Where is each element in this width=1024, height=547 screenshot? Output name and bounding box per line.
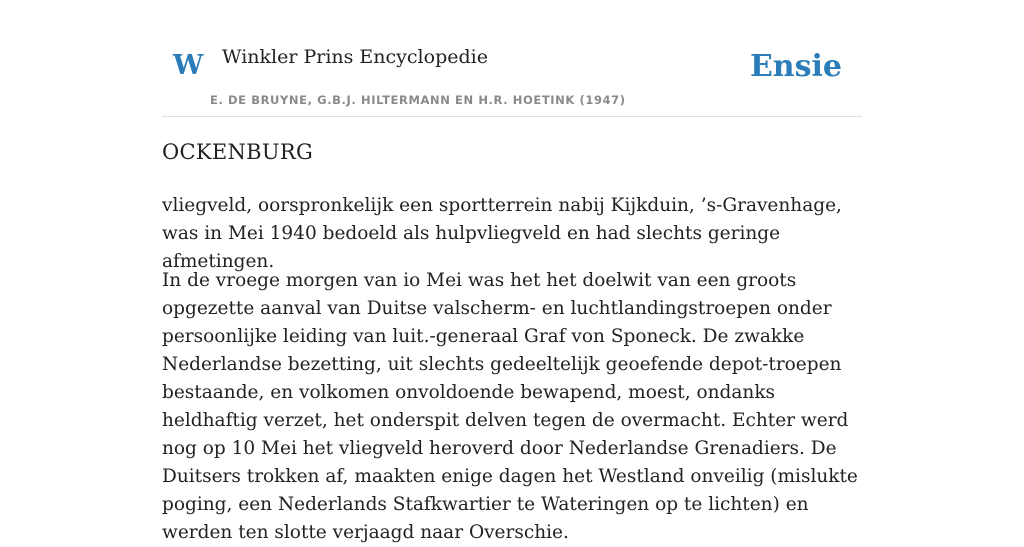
- encyclopedia-logo[interactable]: W: [173, 50, 204, 81]
- entry-paragraph: vliegveld, oorspronkelijk een sportterrein nabij Kijkduin, ’s-Gravenhage, was in Mei 1940 bedoeld als hulpvliegveld en had slechts geringe afmetingen.: [162, 195, 842, 272]
- book-authors: E. DE BRUYNE, G.B.J. HILTERMANN EN H.R. HOETINK (1947): [210, 93, 626, 107]
- header: [162, 0, 862, 117]
- book-title[interactable]: Winkler Prins Encyclopedie: [222, 46, 488, 68]
- entry-paragraph: In de vroege morgen van io Mei was het het doelwit van een groots opgezette aanval van Duitse valscherm- en luchtlandingstroepen onder persoonlijke leiding van luit.-generaal Graf von Sponeck. De zwakke Nederlandse bezetting, uit slechts gedeeltelijk geoefende depot-troepen bestaande, en volkomen onvoldoende bewapend, moest, ondanks heldhaftig verzet, het onderspit delven tegen de overmacht. Echter werd nog op 10 Mei het vliegveld heroverd door Nederlandse Grenadiers. De Duitsers trokken af, maakten enige dagen het Westland onveilig (mislukte poging, een Nederlands Stafkwartier te Wateringen op te lichten) en werden ten slotte verjaagd naar Overschie.: [162, 270, 858, 543]
- ensie-brand-logo[interactable]: Ensie: [749, 49, 842, 84]
- entry-title: OCKENBURG: [162, 140, 314, 164]
- page: [162, 0, 862, 543]
